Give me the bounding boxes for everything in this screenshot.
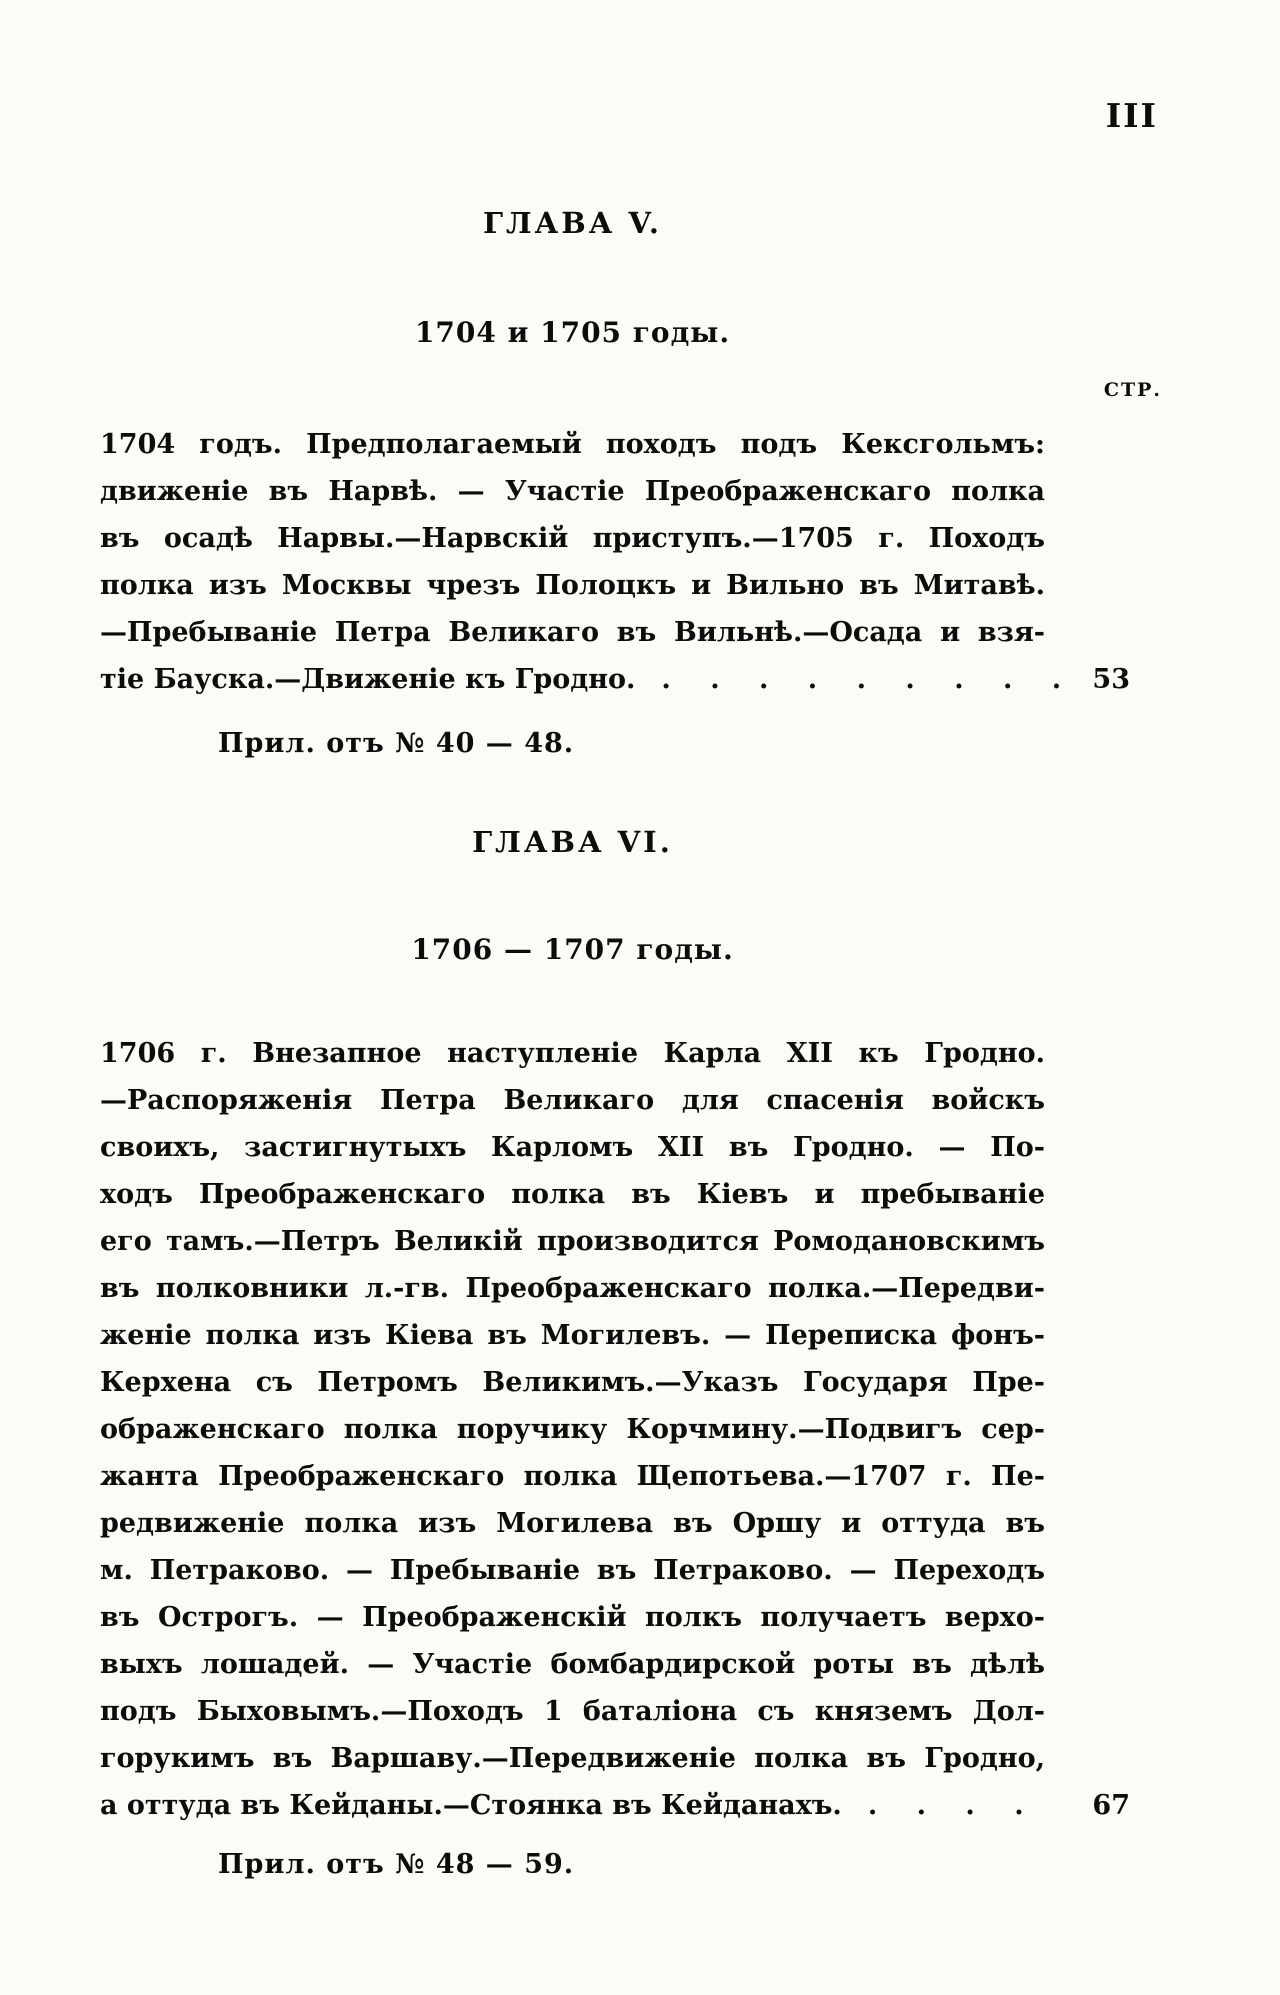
chapter-v-subtitle: 1704 и 1705 годы. [414, 316, 731, 349]
toc-line: Керхена съ Петромъ Великимъ.—Указъ Государя Пре- [100, 1367, 1045, 1398]
toc-line: въ Острогъ. — Преображенскій полкъ получаетъ верхо- [100, 1602, 1045, 1633]
toc-line: —Пребываніе Петра Великаго въ Вильнѣ.—Осада и взя- [100, 617, 1045, 648]
toc-line: —Распоряженія Петра Великаго для спасенія войскъ [100, 1085, 1045, 1116]
toc-line-last [100, 1782, 1130, 1829]
chapter-v-heading: ГЛАВА V. [482, 206, 663, 240]
chapter-v-summary [100, 421, 1130, 703]
chapter-vi-heading: ГЛАВА VI. [472, 825, 673, 859]
page-folio: III [1105, 96, 1158, 135]
entry-page-number: 53 [1092, 664, 1130, 695]
toc-line: 1706 г. Внезапное наступленіе Карла XII къ Гродно. [100, 1038, 1045, 1069]
chapter-v-appendix: Прил. отъ № 40 — 48. [218, 728, 575, 759]
toc-line-last [100, 656, 1130, 703]
toc-line: выхъ лошадей. — Участіе бомбардирской роты въ дѣлѣ [100, 1649, 1045, 1680]
toc-line: движеніе въ Нарвѣ. — Участіе Преображенскаго полка [100, 476, 1045, 507]
toc-line: его тамъ.—Петръ Великій производится Ромодановскимъ [100, 1226, 1045, 1257]
toc-line: ображенскаго полка поручику Корчмину.—Подвигъ сер- [100, 1414, 1045, 1445]
chapter-vi-summary [100, 1030, 1130, 1829]
toc-line-text: а оттуда въ Кейданы.—Стоянка въ Кейданахъ. [100, 1790, 842, 1821]
dot-leader: . . . . [867, 1790, 1024, 1821]
toc-line: 1704 годъ. Предполагаемый походъ подъ Кексгольмъ: [100, 429, 1045, 460]
chapter-vi-subtitle: 1706 — 1707 годы. [411, 933, 734, 966]
toc-line: въ осадѣ Нарвы.—Нарвскій приступъ.—1705 г. Походъ [100, 523, 1045, 554]
toc-line: м. Петраково. — Пребываніе въ Петраково. — Переходъ [100, 1555, 1045, 1586]
toc-line: своихъ, застигнутыхъ Карломъ XII въ Гродно. — По- [100, 1132, 1045, 1163]
chapter-vi-appendix: Прил. отъ № 48 — 59. [218, 1849, 575, 1880]
toc-line: женіе полка изъ Кіева въ Могилевъ. — Переписка фонъ- [100, 1320, 1045, 1351]
toc-line: ходъ Преображенскаго полка въ Кіевъ и пребываніе [100, 1179, 1045, 1210]
toc-line: въ полковники л.-гв. Преображенскаго полка.—Передви- [100, 1273, 1045, 1304]
entry-page-number: 67 [1092, 1790, 1130, 1821]
dot-leader: . . . . . . . . . [661, 664, 1062, 695]
toc-line: горукимъ въ Варшаву.—Передвиженіе полка въ Гродно, [100, 1743, 1045, 1774]
toc-line: жанта Преображенскаго полка Щепотьева.—1707 г. Пе- [100, 1461, 1045, 1492]
toc-content [100, 0, 1130, 1888]
toc-line: редвиженіе полка изъ Могилева въ Оршу и оттуда въ [100, 1508, 1045, 1539]
toc-line-text: тіе Бауска.—Движеніе къ Гродно. [100, 664, 636, 695]
toc-line: подъ Быховымъ.—Походъ 1 баталіона съ княземъ Дол- [100, 1696, 1045, 1727]
toc-line: полка изъ Москвы чрезъ Полоцкъ и Вильно въ Митавѣ. [100, 570, 1045, 601]
page-column-header: СТР. [1103, 379, 1162, 401]
